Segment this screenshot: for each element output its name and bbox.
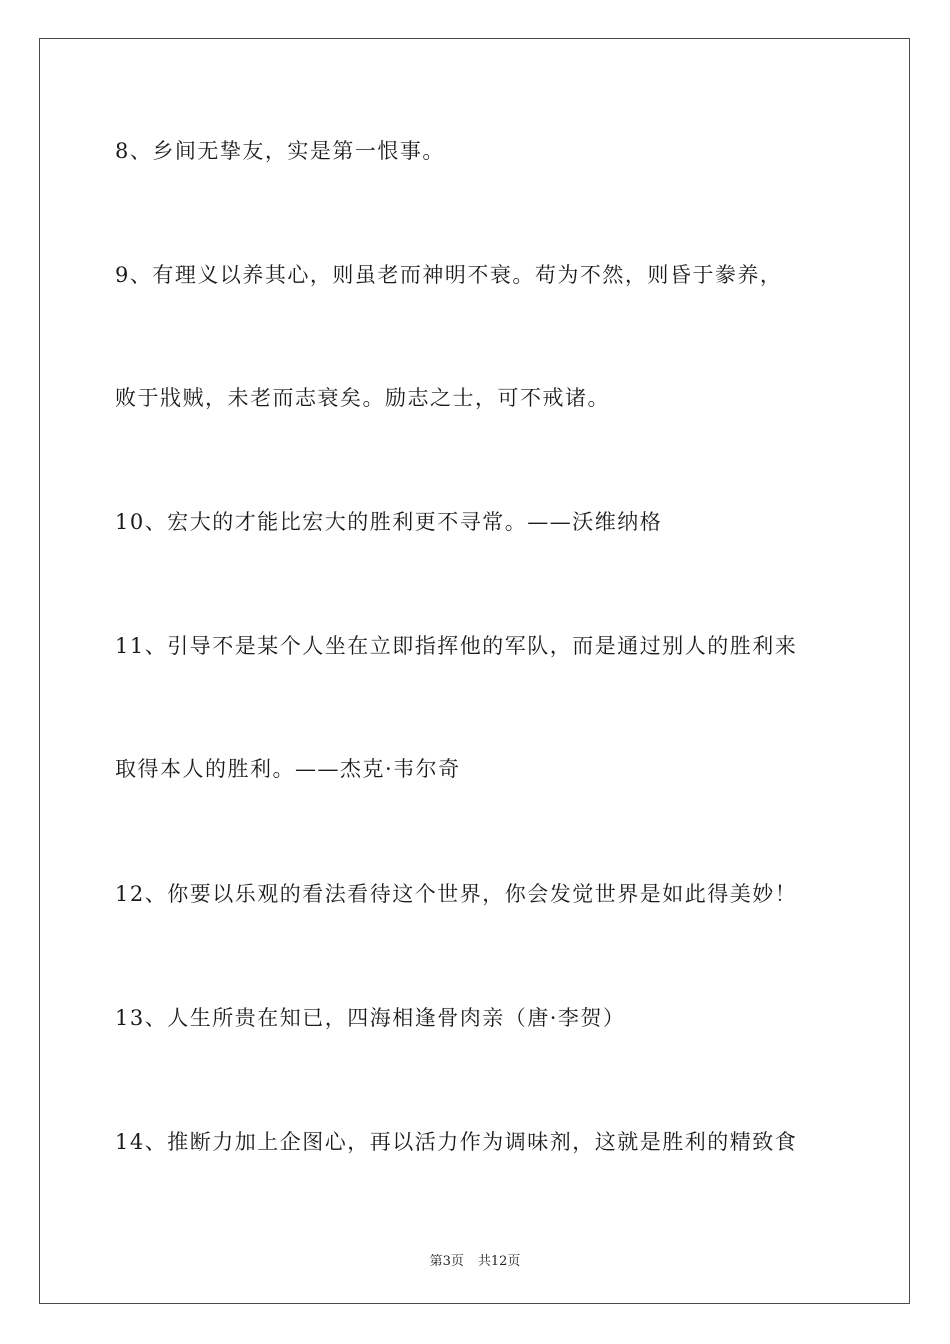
text-line-6: 取得本人的胜利。——杰克·韦尔奇 bbox=[115, 757, 461, 781]
text-line-4: 10、宏大的才能比宏大的胜利更不寻常。——沃维纳格 bbox=[115, 510, 663, 534]
text-line-2: 9、有理义以养其心，则虽老而神明不衰。苟为不然，则昏于豢养， bbox=[115, 263, 783, 287]
page-total: 共12页 bbox=[477, 1254, 521, 1269]
text-line-7: 12、你要以乐观的看法看待这个世界，你会发觉世界是如此得美妙！ bbox=[115, 882, 798, 906]
text-line-3: 败于戕贼，未老而志衰矣。励志之士，可不戒诸。 bbox=[115, 386, 610, 410]
text-line-9: 14、推断力加上企图心，再以活力作为调味剂，这就是胜利的精致食 bbox=[115, 1130, 798, 1154]
text-line-5: 11、引导不是某个人坐在立即指挥他的军队，而是通过别人的胜利来 bbox=[115, 634, 798, 658]
page-border bbox=[39, 38, 910, 1304]
text-line-1: 8、乡间无挚友，实是第一恨事。 bbox=[115, 139, 445, 163]
page-number: 第3页 bbox=[429, 1254, 464, 1269]
text-line-8: 13、人生所贵在知已，四海相逢骨肉亲（唐·李贺） bbox=[115, 1006, 626, 1030]
page-footer bbox=[0, 1250, 950, 1269]
